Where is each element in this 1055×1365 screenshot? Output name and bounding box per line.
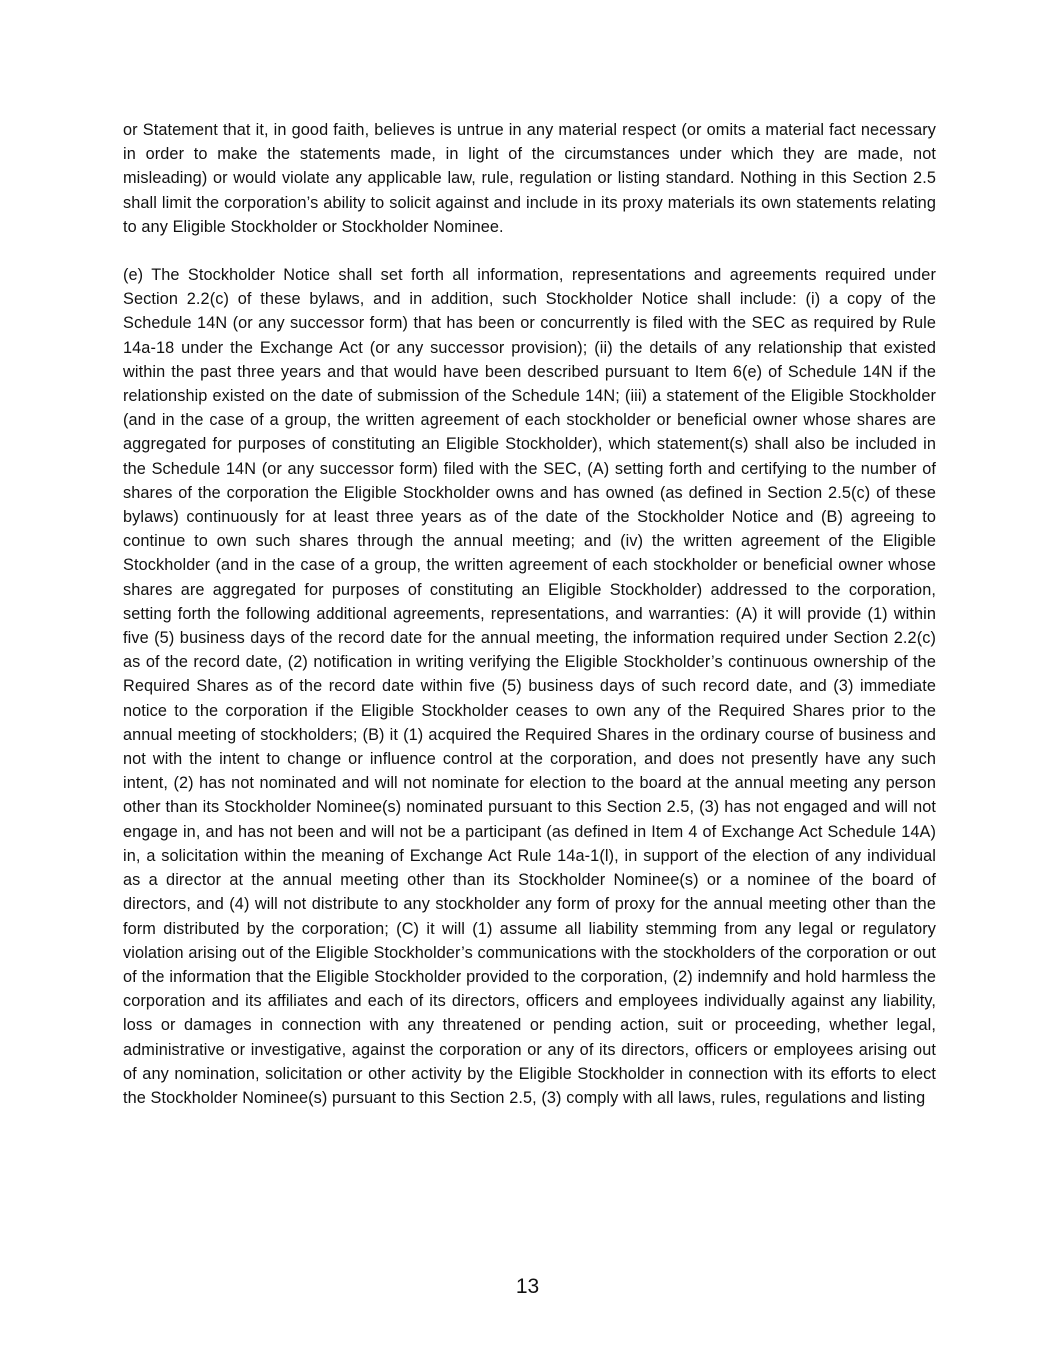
paragraph-section-e-stockholder-notice: (e) The Stockholder Notice shall set forth all information, representations and agreements required under Section 2.2(c) of these bylaws, and in addition, such Stockholder Notice shall include: (i) a copy of the Schedule 14N (or any successor form) that has been or concurrently is filed with the SEC as required by Rule 14a-18 under the Exchange Act (or any successor provision); (ii) the details of any relationship that existed within the past three years and that would have been described pursuant to Item 6(e) of Schedule 14N if the relationship existed on the date of submission of the Schedule 14N; (iii) a statement of the Eligible Stockholder (and in the case of a group, the written agreement of each stockholder or beneficial owner whose shares are aggregated for purposes of constituting an Eligible Stockholder), which statement(s) shall also be included in the Schedule 14N (or any successor form) filed with the SEC, (A) setting forth and certifying to the number of shares of the corporation the Eligible Stockholder owns and has owned (as defined in Section 2.5(c) of these bylaws) continuously for at least three years as of the date of the Stockholder Notice and (B) agreeing to continue to own such shares through the annual meeting; and (iv) the written agreement of the Eligible Stockholder (and in the case of a group, the written agreement of each stockholder or beneficial owner whose shares are aggregated for purposes of constituting an Eligible Stockholder) addressed to the corporation, setting forth the following additional agreements, representations, and warranties: (A) it will provide (1) within five (5) business days of the record date for the annual meeting, the information required under Section 2.2(c) as of the record date, (2) notification in writing verifying the Eligible Stockholder’s continuous ownership of the Required Shares as of the record date within five (5) business days of such record date, and (3) immediate notice to the corporation if the Eligible Stockholder ceases to own any of the Required Shares prior to the annual meeting of stockholders; (B) it (1) acquired the Required Shares in the ordinary course of business and not with the intent to change or influence control at the corporation, and does not presently have any such intent, (2) has not nominated and will not nominate for election to the board at the annual meeting any person other than its Stockholder Nominee(s) nominated pursuant to this Section 2.5, (3) has not engaged and will not engage in, and has not been and will not be a participant (as defined in Item 4 of Exchange Act Schedule 14A) in, a solicitation within the meaning of Exchange Act Rule 14a-1(l), in support of the election of any individual as a director at the annual meeting other than its Stockholder Nominee(s) or a nominee of the board of directors, and (4) will not distribute to any stockholder any form of proxy for the annual meeting other than the form distributed by the corporation; (C) it will (1) assume all liability stemming from any legal or regulatory violation arising out of the Eligible Stockholder’s communications with the stockholders of the corporation or out of the information that the Eligible Stockholder provided to the corporation, (2) indemnify and hold harmless the corporation and its affiliates and each of its directors, officers and employees individually against any liability, loss or damages in connection with any threatened or pending action, suit or proceeding, whether legal, administrative or investigative, against the corporation or any of its directors, officers or employees arising out of any nomination, solicitation or other activity by the Eligible Stockholder in connection with its efforts to elect the Stockholder Nominee(s) pursuant to this Section 2.5, (3) comply with all laws, rules, regulations and listing xyxy=(123,266,936,1107)
paragraph-statement-continuation: or Statement that it, in good faith, believes is untrue in any material respect (or omits a material fact necessary in order to make the statements made, in light of the circumstances under which they are made, not misleading) or would violate any applicable law, rule, regulation or listing standard. Nothing in this Section 2.5 shall limit the corporation’s ability to solicit against and include in its proxy materials its own statements relating to any Eligible Stockholder or Stockholder Nominee. xyxy=(123,121,936,236)
page-number: 13 xyxy=(515,1275,540,1298)
document-body xyxy=(123,118,936,1134)
